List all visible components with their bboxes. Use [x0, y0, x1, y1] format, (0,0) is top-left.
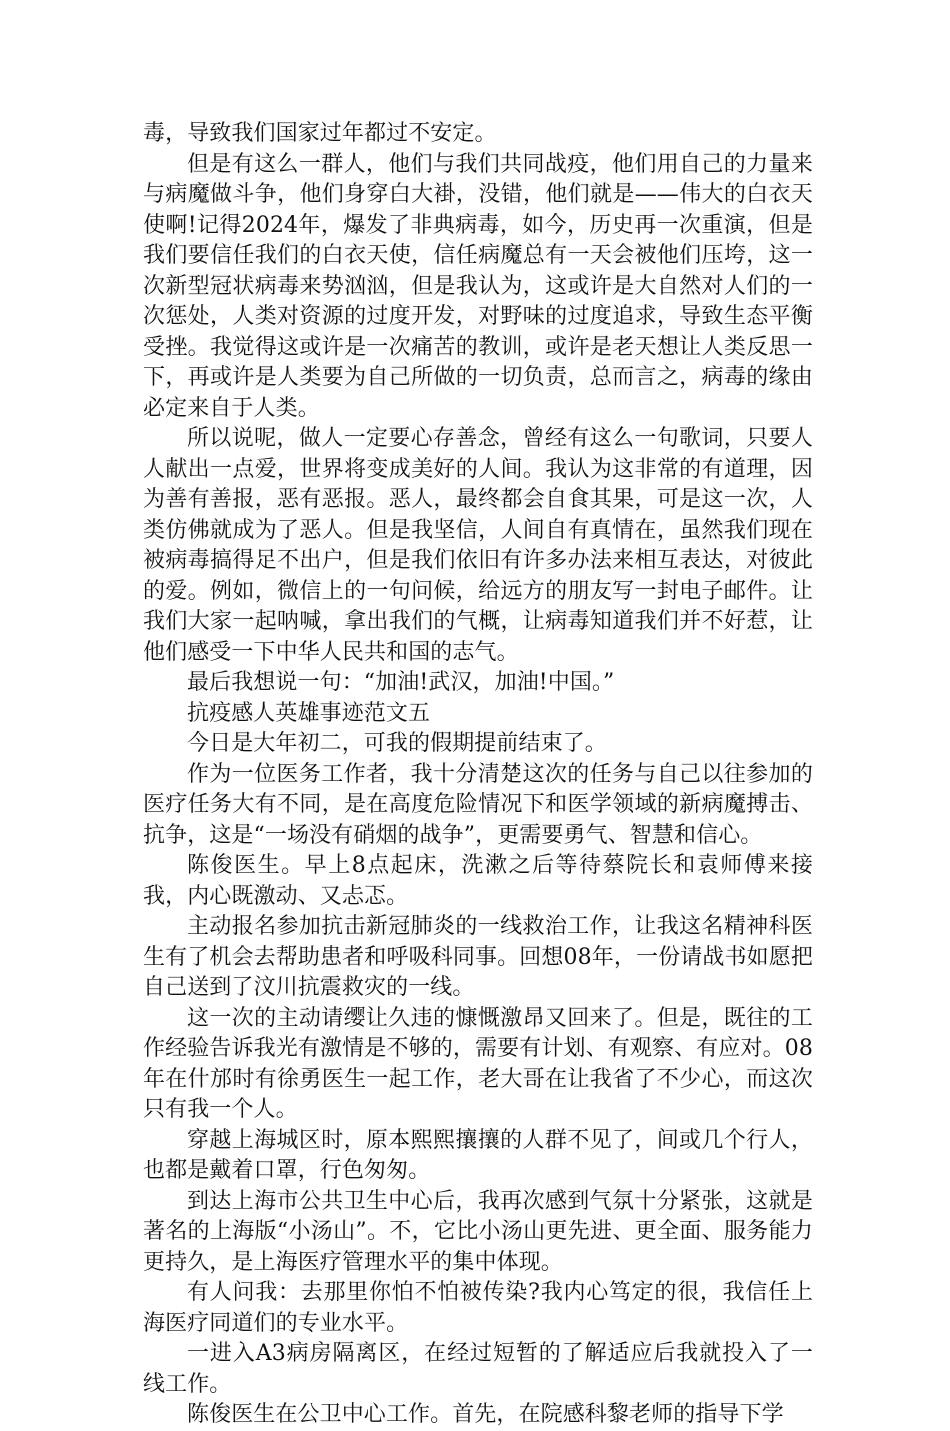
paragraph: 最后我想说一句：“加油!武汉，加油!中国。”: [187, 670, 615, 695]
paragraph: 作为一位医务工作者，我十分清楚这次的任务与自己以往参加的医疗任务大有不同，是在高度危险情况下和医学领域的新病魔搏击、抗争，这是“一场没有硝烟的战争”，更需要勇气、智慧和信心。: [143, 761, 813, 848]
paragraph: 所以说呢，做人一定要心存善念，曾经有这么一句歌词，只要人人献出一点爱，世界将变成美好的人间。我认为这非常的有道理，因为善有善报，恶有恶报。恶人，最终都会自食其果，可是这一次，人类仿佛就成为了恶人。但是我坚信，人间自有真情在，虽然我们现在被病毒搞得足不出户，但是我们依旧有许多办法来相互表达，对彼此的爱。例如，微信上的一句问候，给远方的朋友写一封电子邮件。让我们大家一起呐喊，拿出我们的气概，让病毒知道我们并不好惹，让他们感受一下中华人民共和国的志气。: [143, 426, 813, 665]
paragraph: 但是有这么一群人，他们与我们共同战疫，他们用自己的力量来与病魔做斗争，他们身穿白大褂，没错，他们就是——伟大的白衣天使啊!记得2024年，爆发了非典病毒，如今，历史再一次重演，但是我们要信任我们的白衣天使，信任病魔总有一天会被他们压垮，这一次新型冠状病毒来势汹汹，但是我认为，这或许是大自然对人们的一次惩处，人类对资源的过度开发，对野味的过度追求，导致生态平衡受挫。我觉得这或许是一次痛苦的教训，或许是老天想让人类反思一下，再或许是人类要为自己所做的一切负责，总而言之，病毒的缘由必定来自于人类。: [143, 151, 813, 421]
paragraph: 穿越上海城区时，原本熙熙攘攘的人群不见了，间或几个行人，也都是戴着口罩，行色匆匆。: [143, 1127, 813, 1183]
paragraph: 这一次的主动请缨让久违的慷慨激昂又回来了。但是，既往的工作经验告诉我光有激情是不够的，需要有计划、有观察、有应对。08年在什邡时有徐勇医生一起工作，老大哥在让我省了不少心，而这次只有我一个人。: [143, 1005, 813, 1122]
document-body: [143, 119, 813, 1431]
paragraph: 有人问我：去那里你怕不怕被传染?我内心笃定的很，我信任上海医疗同道们的专业水平。: [143, 1280, 813, 1336]
paragraph: 陈俊医生在公卫中心工作。首先，在院感科黎老师的指导下学: [187, 1402, 784, 1427]
paragraph: 到达上海市公共卫生中心后，我再次感到气氛十分紧张，这就是著名的上海版“小汤山”。不，它比小汤山更先进、更全面、服务能力更持久，是上海医疗管理水平的集中体现。: [143, 1188, 813, 1275]
paragraph: 主动报名参加抗击新冠肺炎的一线救治工作，让我这名精神科医生有了机会去帮助患者和呼吸科同事。回想08年，一份请战书如愿把自己送到了汶川抗震救灾的一线。: [143, 914, 813, 1000]
paragraph: 一进入A3病房隔离区，在经过短暂的了解适应后我就投入了一线工作。: [143, 1341, 813, 1397]
paragraph: 今日是大年初二，可我的假期提前结束了。: [187, 731, 607, 756]
section-heading: 抗疫感人英雄事迹范文五: [187, 700, 431, 726]
paragraph: 陈俊医生。早上8点起床，洗漱之后等待蔡院长和袁师傅来接我，内心既激动、又忐忑。: [143, 853, 813, 909]
paragraph: 毒，导致我们国家过年都过不安定。: [143, 121, 497, 146]
